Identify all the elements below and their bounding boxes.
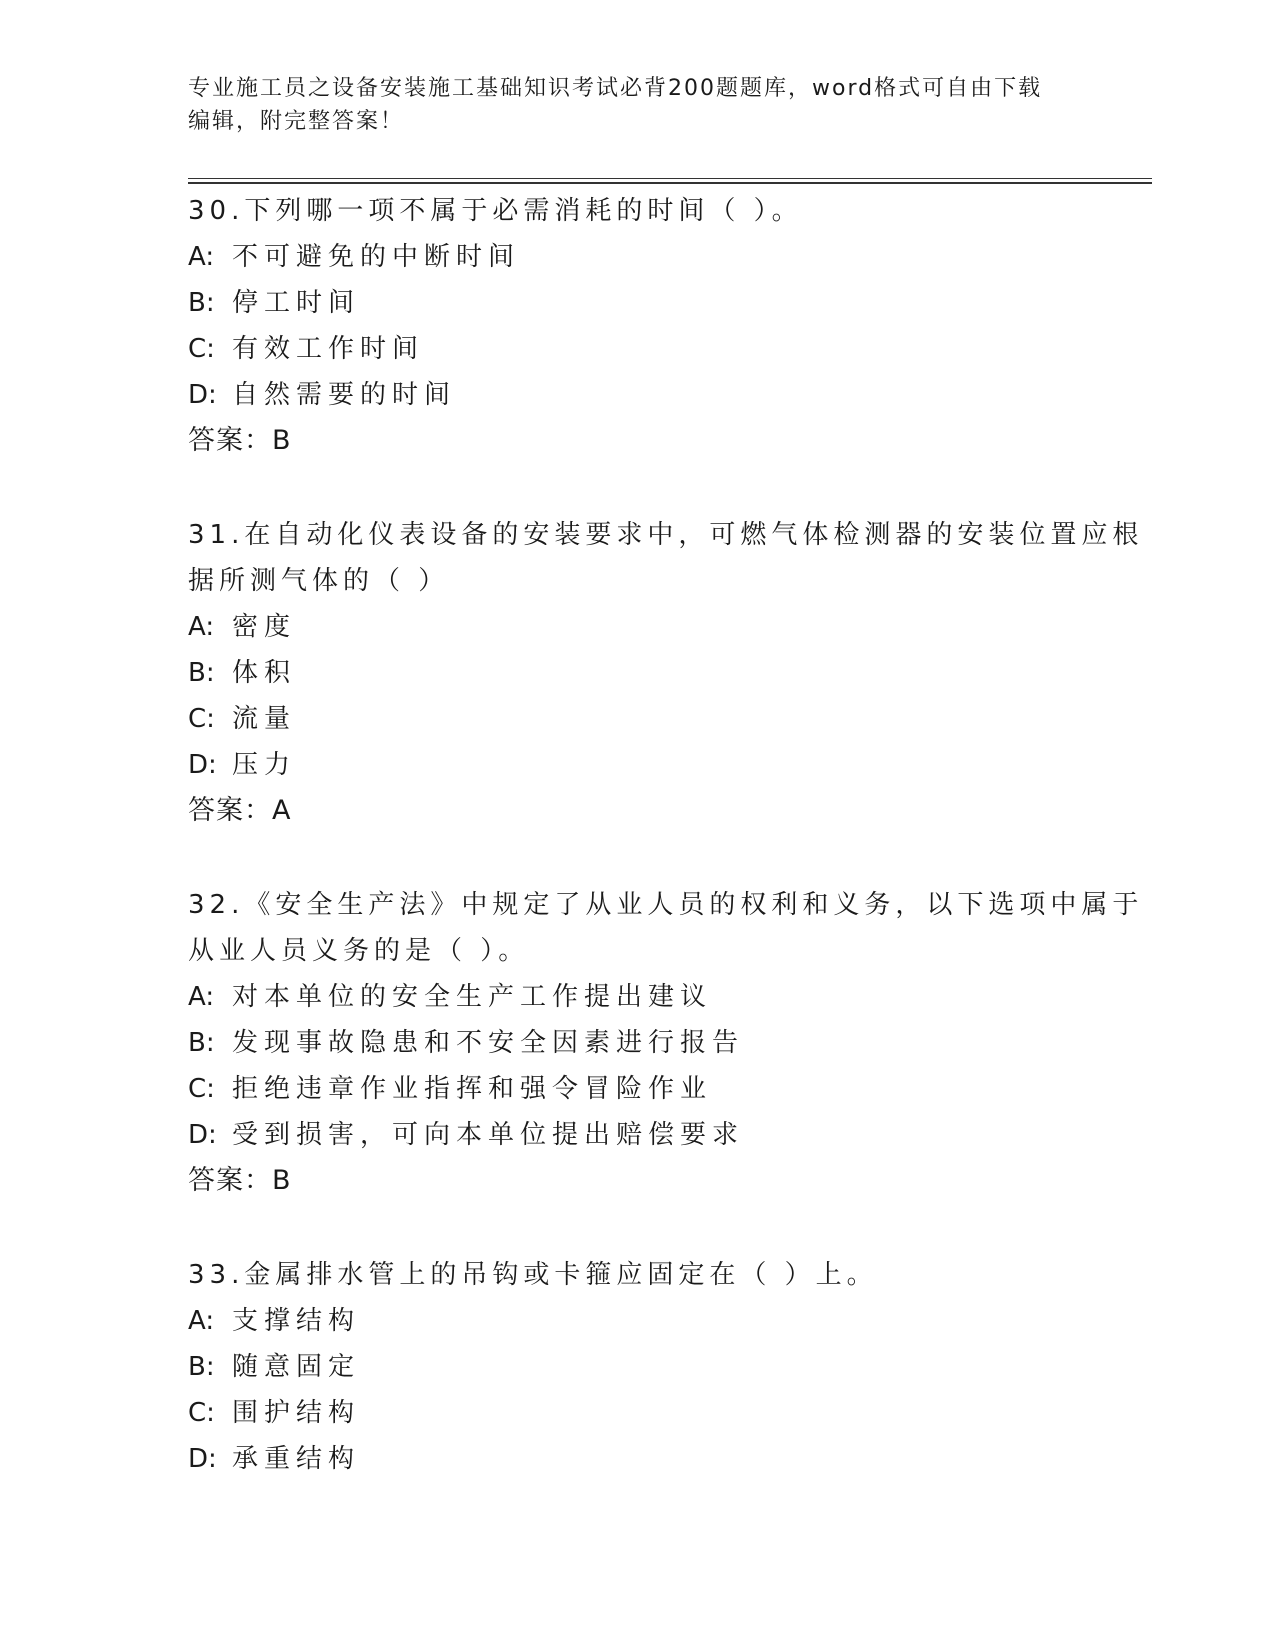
option-text: 不可避免的中断时间 [232,242,521,272]
option-key: D: [188,1120,217,1150]
option-text: 发现事故隐患和不安全因素进行报告 [232,1028,745,1058]
stem-line: 据所测气体的（ ） [188,566,450,596]
option-d [188,742,1088,788]
option-text: 停工时间 [232,288,361,318]
option-text: 体积 [232,658,297,688]
option-text: 拒绝违章作业指挥和强令冒险作业 [232,1074,713,1104]
option-key: D: [188,380,217,410]
option-text: 支撑结构 [232,1306,361,1336]
option-text: 承重结构 [232,1444,361,1474]
question-33 [188,1252,1088,1482]
option-c [188,326,1088,372]
header-title-line-1: 专业施工员之设备安装施工基础知识考试必背200题题库，word格式可自由下载 [188,76,1043,101]
option-text: 随意固定 [232,1352,361,1382]
option-c [188,1066,1088,1112]
option-text: 受到损害，可向本单位提出赔偿要求 [232,1120,745,1150]
option-text: 围护结构 [232,1398,361,1428]
option-text: 压力 [232,750,297,780]
stem-line: 从业人员义务的是（ ）。 [188,936,530,966]
stem-line: 30.下列哪一项不属于必需消耗的时间（ ）。 [188,196,803,226]
question-stem [188,188,1088,234]
option-d [188,1436,1088,1482]
header-divider-thin [188,178,1152,179]
option-key: D: [188,750,217,780]
stem-line: 32.《安全生产法》中规定了从业人员的权利和义务，以下选项中属于 [188,890,1144,920]
answer-label: 答案：A [188,795,292,826]
option-c [188,696,1088,742]
option-a [188,1298,1088,1344]
question-31 [188,512,1144,834]
option-d [188,1112,1088,1158]
answer-label: 答案：B [188,1165,292,1196]
question-stem [188,882,1144,974]
option-key: B: [188,1352,215,1382]
question-30 [188,188,1088,464]
question-stem [188,1252,1088,1298]
option-b [188,1344,1088,1390]
option-a [188,234,1088,280]
page-header [188,72,1088,138]
option-text: 自然需要的时间 [232,380,457,410]
option-text: 流量 [232,704,297,734]
option-text: 对本单位的安全生产工作提出建议 [232,982,713,1012]
option-key: C: [188,334,215,364]
option-text: 有效工作时间 [232,334,425,364]
option-key: C: [188,704,215,734]
answer-label: 答案：B [188,425,292,456]
option-key: A: [188,242,215,272]
option-key: B: [188,1028,215,1058]
question-list [188,188,1144,1530]
option-text: 密度 [232,612,297,642]
option-key: C: [188,1398,215,1428]
option-key: A: [188,982,215,1012]
option-key: B: [188,288,215,318]
question-stem [188,512,1144,604]
question-32 [188,882,1144,1204]
option-b [188,650,1088,696]
header-title-line-2: 编辑，附完整答案！ [188,109,405,134]
option-key: C: [188,1074,215,1104]
option-key: A: [188,612,215,642]
option-b [188,280,1088,326]
option-a [188,974,1088,1020]
stem-line: 33.金属排水管上的吊钩或卡箍应固定在（ ）上。 [188,1260,878,1290]
option-key: D: [188,1444,217,1474]
option-b [188,1020,1088,1066]
header-divider-thick [188,182,1152,184]
option-key: A: [188,1306,215,1336]
option-key: B: [188,658,215,688]
option-a [188,604,1088,650]
stem-line: 31.在自动化仪表设备的安装要求中，可燃气体检测器的安装位置应根 [188,520,1144,550]
option-d [188,372,1088,418]
option-c [188,1390,1088,1436]
